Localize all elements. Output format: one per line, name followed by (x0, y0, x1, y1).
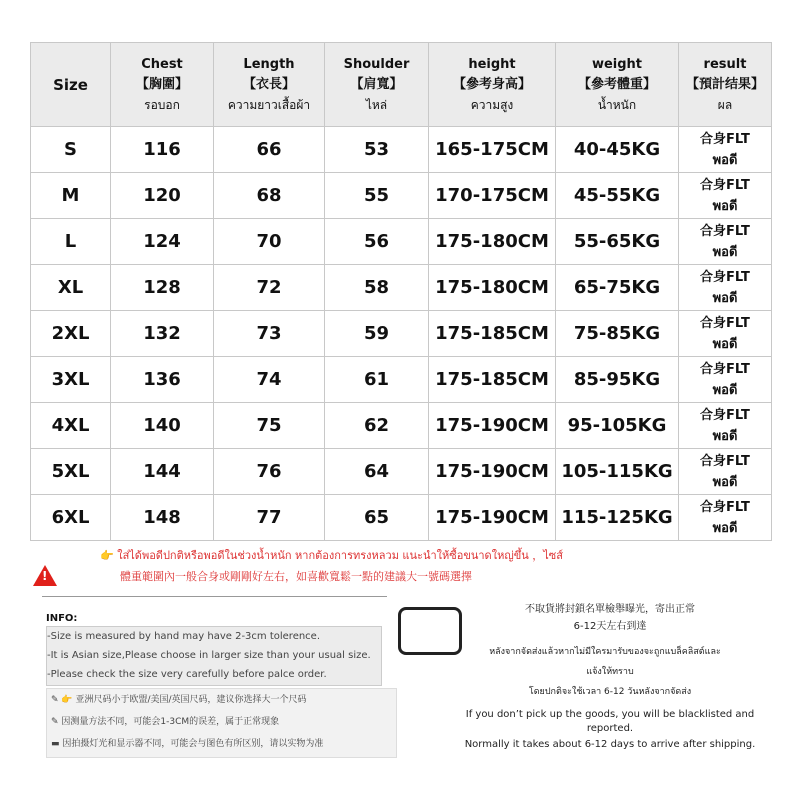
table-cell: S (31, 127, 111, 173)
header-zh: 【預計结果】 (685, 76, 764, 92)
result-line1: 合身FLT (700, 361, 750, 377)
table-row (31, 219, 772, 265)
table-cell: 76 (214, 449, 325, 495)
table-cell: 85-95KG (556, 357, 679, 403)
header-th: ความสูง (470, 97, 514, 112)
shipping-notice (460, 600, 760, 752)
table-cell: 70 (214, 219, 325, 265)
header-zh: 【肩寬】 (350, 76, 403, 92)
table-row (31, 265, 772, 311)
header-en: Size (53, 75, 88, 94)
result-cell (679, 403, 772, 449)
table-cell: 5XL (31, 449, 111, 495)
column-header (31, 43, 111, 127)
table-cell: 56 (325, 219, 429, 265)
info-box (46, 626, 382, 686)
table-cell: 6XL (31, 495, 111, 541)
column-header (214, 43, 325, 127)
table-cell: 116 (111, 127, 214, 173)
header-th: ความยาวเสื้อผ้า (227, 97, 311, 112)
table-cell: 77 (214, 495, 325, 541)
table-cell: 3XL (31, 357, 111, 403)
header-th: ไหล่ (365, 97, 388, 112)
shipping-th-2: แจ้งให้ทราบ (586, 667, 634, 677)
table-cell: 75 (214, 403, 325, 449)
result-cell (679, 357, 772, 403)
table-cell: 65 (325, 495, 429, 541)
table-row (31, 311, 772, 357)
table-cell: 72 (214, 265, 325, 311)
result-line2: พอดี (712, 244, 738, 260)
table-cell: 58 (325, 265, 429, 311)
column-header (111, 43, 214, 127)
header-en: result (703, 56, 747, 72)
table-cell: 132 (111, 311, 214, 357)
cn-info-line: ✎ 因测量方法不同，可能会1-3CM的误差，属于正常现象 (51, 717, 280, 727)
result-line1: 合身FLT (700, 453, 750, 469)
header-en: Shoulder (343, 56, 410, 72)
result-line2: พอดี (712, 474, 738, 490)
result-line2: พอดี (712, 520, 738, 536)
fit-notes (100, 545, 563, 587)
shipping-en-2: Normally it takes about 6-12 days to arrive after shipping. (464, 739, 756, 750)
table-cell: 148 (111, 495, 214, 541)
result-cell (679, 449, 772, 495)
result-line2: พอดี (712, 428, 738, 444)
table-cell: 61 (325, 357, 429, 403)
column-header (325, 43, 429, 127)
header-en: weight (591, 56, 643, 72)
header-th: รอบอก (144, 97, 180, 112)
shipping-zh-1: 不取貨將封鎖名單檢舉曝光，寄出正常 (525, 604, 695, 615)
table-row (31, 495, 772, 541)
result-line2: พอดี (712, 290, 738, 306)
header-zh: 【胸圍】 (135, 76, 188, 92)
result-line2: พอดี (712, 336, 738, 352)
table-row (31, 403, 772, 449)
table-cell: 73 (214, 311, 325, 357)
table-cell: 175-190CM (429, 495, 556, 541)
header-zh: 【參考身高】 (452, 76, 531, 92)
table-cell: 175-180CM (429, 265, 556, 311)
header-en: Chest (141, 56, 183, 72)
header-zh: 【參考體重】 (577, 76, 656, 92)
result-cell (679, 495, 772, 541)
table-cell: 128 (111, 265, 214, 311)
info-title: INFO: (46, 613, 78, 624)
table-cell: 65-75KG (556, 265, 679, 311)
table-cell: 136 (111, 357, 214, 403)
fit-note-thai: 👉 ใส่ได้พอดีปกติหรือพอดีในช่วงน้ำหนัก หากต้องการทรงหลวม แนะนำให้ซื้อขนาดใหญ่ขึ้น ，ไซส์ (100, 549, 563, 562)
table-cell: 55-65KG (556, 219, 679, 265)
result-line2: พอดี (712, 152, 738, 168)
result-line1: 合身FLT (700, 177, 750, 193)
result-line1: 合身FLT (700, 269, 750, 285)
table-cell: 175-190CM (429, 449, 556, 495)
table-cell: 59 (325, 311, 429, 357)
table-cell: 124 (111, 219, 214, 265)
cn-info-line: ✎ 👉 亚洲尺码小于欧盟/美国/英国尺码，建议你选择大一个尺码 (51, 695, 307, 705)
shipping-zh-2: 6-12天左右到達 (573, 621, 647, 632)
shipping-th-1: หลังจากจัดส่งแล้วหากไม่มีใครมารับของจะถูกแบล็คลิสต์และ (489, 647, 721, 657)
warning-icon: ! (33, 565, 57, 586)
column-header (429, 43, 556, 127)
column-header (556, 43, 679, 127)
table-cell: 62 (325, 403, 429, 449)
table-cell: 175-190CM (429, 403, 556, 449)
info-line: -It is Asian size,Please choose in larger size than your usual size. (47, 650, 371, 661)
size-chart-table (30, 42, 772, 541)
info-line: -Size is measured by hand may have 2-3cm tolerence. (47, 631, 321, 642)
table-cell: 40-45KG (556, 127, 679, 173)
info-line: -Please check the size very carefully before palce order. (47, 669, 327, 680)
table-row (31, 357, 772, 403)
header-en: height (468, 56, 516, 72)
header-row (31, 43, 772, 127)
table-row (31, 173, 772, 219)
table-row (31, 127, 772, 173)
table-cell: 74 (214, 357, 325, 403)
table-cell: 66 (214, 127, 325, 173)
table-cell: 170-175CM (429, 173, 556, 219)
table-cell: 105-115KG (556, 449, 679, 495)
result-cell (679, 311, 772, 357)
column-header (679, 43, 772, 127)
cn-info-line: ▬ 因拍摄灯光和显示器不同，可能会与图色有所区别，请以实物为准 (51, 739, 324, 749)
result-cell (679, 173, 772, 219)
shipping-th-3: โดยปกติจะใช้เวลา 6-12 วันหลังจากจัดส่ง (528, 687, 692, 697)
chinese-info-box (46, 688, 397, 758)
divider (42, 596, 387, 597)
table-cell: XL (31, 265, 111, 311)
table-cell: 115-125KG (556, 495, 679, 541)
table-cell: L (31, 219, 111, 265)
table-cell: M (31, 173, 111, 219)
table-cell: 64 (325, 449, 429, 495)
table-cell: 175-185CM (429, 311, 556, 357)
result-line2: พอดี (712, 382, 738, 398)
table-cell: 53 (325, 127, 429, 173)
table-cell: 68 (214, 173, 325, 219)
result-line1: 合身FLT (700, 223, 750, 239)
table-cell: 175-180CM (429, 219, 556, 265)
header-th: ผล (717, 97, 733, 112)
table-cell: 175-185CM (429, 357, 556, 403)
fit-note-chinese: 體重範圍內一般合身或剛剛好左右，如喜歡寬鬆一點的建議大一號碼選擇 (120, 570, 472, 583)
table-cell: 140 (111, 403, 214, 449)
result-cell (679, 219, 772, 265)
table-cell: 95-105KG (556, 403, 679, 449)
table-cell: 165-175CM (429, 127, 556, 173)
table-cell: 120 (111, 173, 214, 219)
header-zh: 【衣長】 (242, 76, 295, 92)
result-line2: พอดี (712, 198, 738, 214)
table-cell: 2XL (31, 311, 111, 357)
result-cell (679, 265, 772, 311)
result-line1: 合身FLT (700, 407, 750, 423)
table-cell: 45-55KG (556, 173, 679, 219)
result-cell (679, 127, 772, 173)
result-line1: 合身FLT (700, 499, 750, 515)
table-row (31, 449, 772, 495)
result-line1: 合身FLT (700, 131, 750, 147)
table-cell: 75-85KG (556, 311, 679, 357)
table-cell: 55 (325, 173, 429, 219)
table-cell: 144 (111, 449, 214, 495)
header-en: Length (243, 56, 295, 72)
shipping-en-1: If you don’t pick up the goods, you will be blacklisted and reported. (465, 709, 755, 734)
result-line1: 合身FLT (700, 315, 750, 331)
table-cell: 4XL (31, 403, 111, 449)
header-th: น้ำหนัก (597, 97, 637, 112)
